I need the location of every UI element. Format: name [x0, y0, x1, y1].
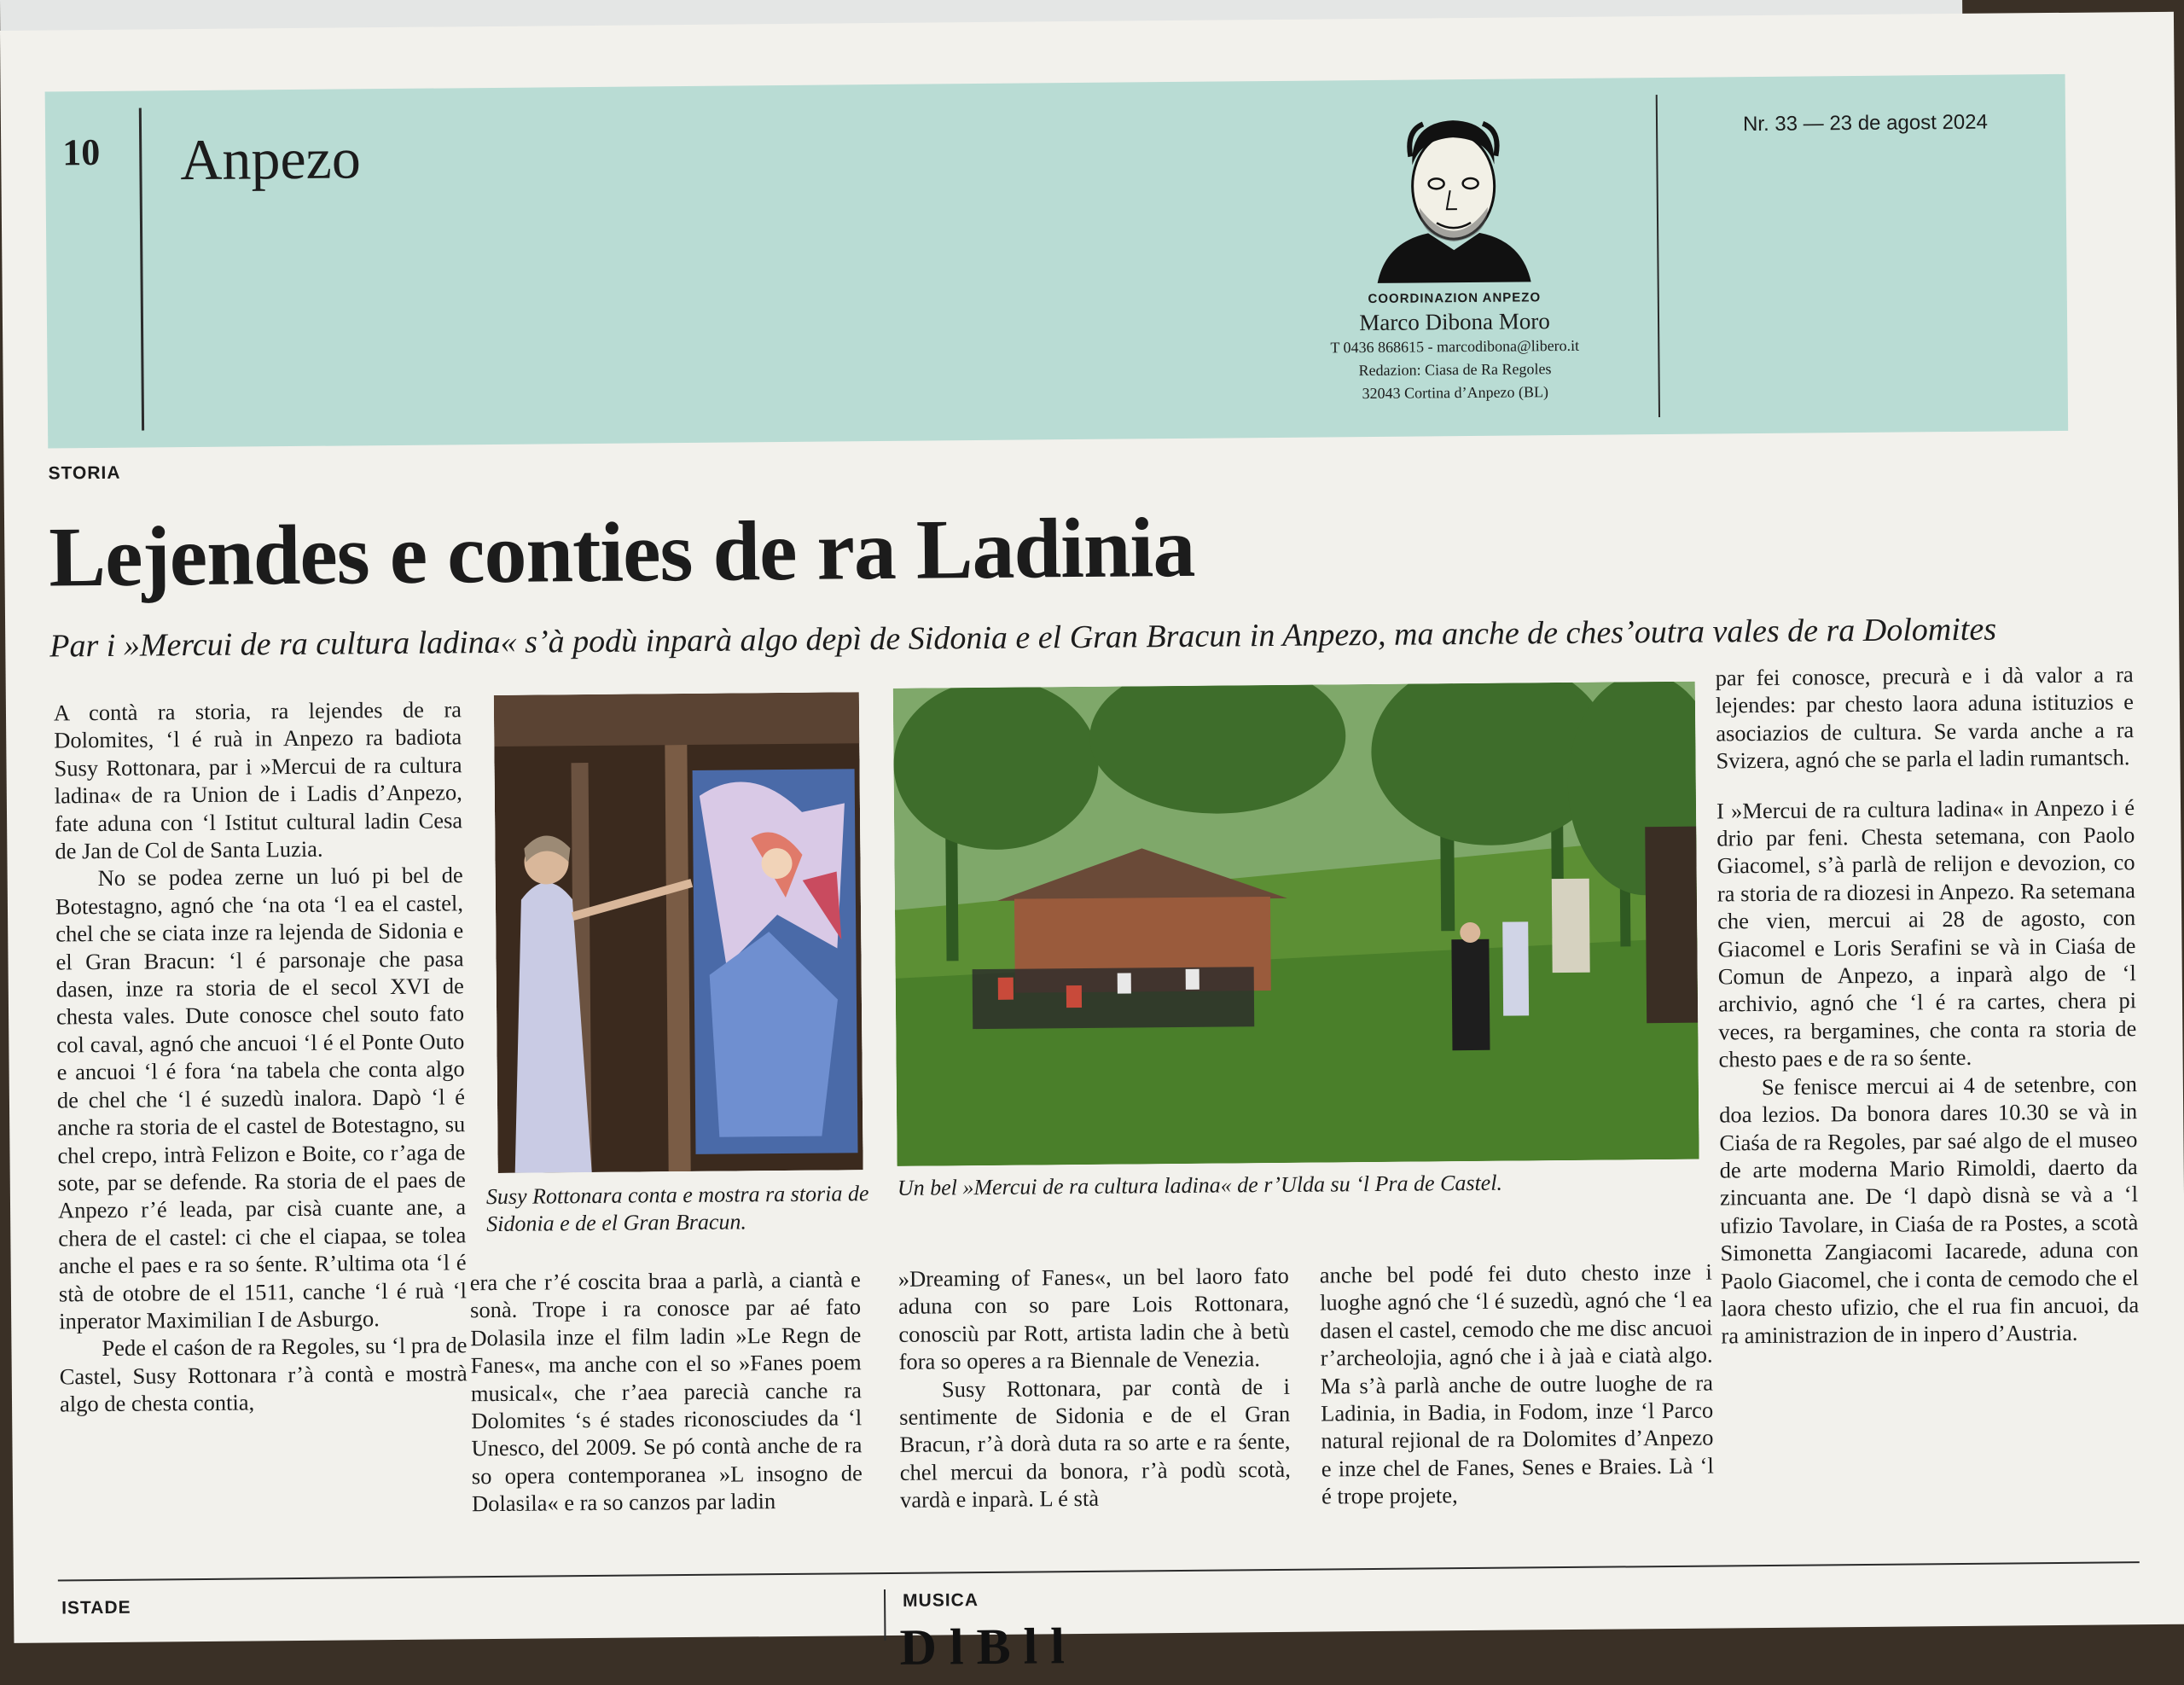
contact-line: 32043 Cortina d’Anpezo (BL) — [1362, 383, 1549, 403]
header-divider — [1656, 95, 1660, 417]
body-paragraph: Pede el caśon de ra Regoles, su ‘l pra de Castel, Susy Rottonara r’à contà e mostrà algo de chesta contia, — [59, 1332, 468, 1417]
article-column-3 — [898, 1262, 1292, 1514]
contact-line: T 0436 868615 - marcodibona@libero.it — [1330, 336, 1580, 357]
footer-divider — [884, 1589, 886, 1641]
photo-storyteller-image — [494, 692, 863, 1173]
body-paragraph: No se podea zerne un luó pi bel de Botestagno, agnó che ‘na ota ‘l ea el castel, chel che se ciata inze ra lejenda de Sidonia e el Gran Bracun: ‘l é parsonaje che pasa dasen, inze ra storia de el secol XVI de chesta vales. Dute conosce chel souto fato col caval, agnó che ancuoi ‘l é el Ponte Outo e ancuoi ‘l é fora ‘na tabela che conta algo de chel che ‘l é suzedù inalora. Dapò ‘l é anche ra storia de el castel de Botestagno, su chel crepo, intrà Felizon e Boite, co r’aga de sote, par se defende. Ra storia de el paes de Anpezo r’é leada, par cisà cuante ane, a chera de el castel: ci che el ciapaa, se tolea anche el paes e ra so śente. R’ultima ota ‘l é stà de otobre de el 1511, canche ‘l é ruà ‘l inperator Maximilian I de Asburgo. — [55, 862, 468, 1334]
issue-date: Nr. 33 — 23 de agost 2024 — [1742, 110, 1989, 137]
photo-meadow-event — [893, 682, 1699, 1166]
body-paragraph: »Dreaming of Fanes«, un bel laoro fato aduna con so pare Lois Rottonara, conosciù par Rott, artista ladin che à betù fora so operes a ra Biennale de Venezia. — [897, 1262, 1290, 1375]
newspaper-page — [0, 12, 2184, 1676]
editor-portrait — [1359, 104, 1548, 285]
kicker-istade: ISTADE — [61, 1597, 131, 1618]
contact-line: Redazion: Ciasa de Ra Regoles — [1358, 360, 1552, 380]
body-paragraph: par fei conosce, precurà e i dà valor a ra lejendes: par chesto laora aduna istituzios e asociazios de cultura. Se varda anche a ra Svizera, agnó che se parla el ladin rumantsch. — [1715, 661, 2135, 774]
page-number: 10 — [62, 131, 101, 174]
contact-block — [1275, 289, 1635, 406]
body-paragraph: Se fenisce mercui ai 4 de setenbre, con doa lezios. Da bonora dares 10.30 se và in Ciaśa de ra Regoles, par saé algo de el museo de arte moderna Mario Rimoldi, daerto da zincuanta ane. De ‘l dapò disnà se và a ‘l ufizio Tavolare, in Ciaśa de ra Postes, a scotà Simonetta Zangiacomi Iacarede, aduna con Paolo Giacomel, che i conta de cemodo che el laora chesto ufizio, che el rua fin ancuoi, da ra aministrazion de in inpero d’Austria. — [1719, 1070, 2140, 1349]
photo-storyteller — [494, 692, 863, 1173]
body-paragraph: I »Mercui de ra cultura ladina« in Anpezo i é drio par feni. Chesta setemana, con Paolo Giacomel, s’à parlà de relijon e devozion, co ra storia de ra diozesi in Anpezo. Ra setemana che vien, mercui ai 28 de agosto, con Giacomel e Loris Serafini se và in Ciaśa de Comun de Anpezo, a inparà algo de ‘l archivio, agnó che ‘l é ra cartes, chera pi veces, ra bergamines, che conta ra storia de chesto paes e de ra so śente. — [1716, 793, 2137, 1072]
article-subhead: Par i »Mercui de ra cultura ladina« s’à podù inparà algo depì de Sidonia e el Gran Bracun in Anpezo, ma anche de ches’outra vales de ra Dolomites — [49, 611, 1997, 665]
editor-name: Marco Dibona Moro — [1359, 308, 1550, 336]
section-title: Anpezo — [179, 125, 362, 193]
footer-rule — [58, 1561, 2140, 1581]
body-paragraph: anche bel podé fei duto chesto inze i luoghe agnó che ‘l é suzedù, agnó che ‘l ea dasen el castel, cemodo che me disc ancuoi r’archeolojia, agnó che i à jaà e ciatà algo. Ma s’à parlà anche de outre luoghe de ra Ladinia, in Badia, in Fodom, inze ‘l Parco natural rejional de ra Dolomites d’Anpezo e inze chel de Fanes, Senes e Braies. Là ‘l é trope projete, — [1319, 1258, 1714, 1509]
article-column-1 — [54, 695, 468, 1418]
photo-caption-left: Susy Rottonara conta e mostra ra storia de Sidonia e de el Gran Bracun. — [485, 1181, 869, 1237]
body-paragraph: Susy Rottonara, par contà de i sentimente de Sidonia e de el Gran Bracun, r’à dorà duta ra so arte e ra śente, chel mercui da bonora, r’à podù scotà, vardà e inparà. L é stà — [899, 1373, 1291, 1514]
article-column-2 — [470, 1265, 863, 1518]
header-divider — [139, 108, 144, 431]
coordination-label: COORDINAZION ANPEZO — [1368, 290, 1542, 307]
teaser-headline-fragment: D l B l l — [899, 1618, 1066, 1676]
kicker-musica: MUSICA — [902, 1590, 979, 1611]
article-column-4 — [1320, 1258, 1715, 1511]
article-column-5 — [1716, 660, 2140, 1350]
article-kicker: STORIA — [48, 462, 121, 484]
header-band — [45, 74, 2069, 449]
body-paragraph: A contà ra storia, ra lejendes de ra Dolomites, ‘l é ruà in Anpezo ra badiota Susy Rottonara, par i »Mercui de ra cultura ladina« de ra Union de i Ladis d’Anpezo, fate aduna con ‘l Istitut cultural ladin Cesa de Jan de Col de Santa Luzia. — [53, 696, 463, 864]
body-paragraph: era che r’é coscita braa a parlà, a ciantà e sonà. Trope i ra conosce par aé fato Dolasila inze el film ladin »Le Regn de Fanes«, ma anche con el so »Fanes poem musical«, che r’aea parecià canche ra Dolomites ‘s é stades riconosciudes da ‘l Unesco, del 2009. Se pó contà anche de ra so opera contemporanea »L insogno de Dolasila« e ra so canzos par ladin — [469, 1266, 863, 1517]
photo-meadow-image — [893, 682, 1699, 1166]
photo-caption-right: Un bel »Mercui de ra cultura ladina« de r’Ulda su ‘l Pra de Castel. — [897, 1170, 1503, 1200]
article-headline: Lejendes e conties de ra Ladinia — [48, 499, 1195, 605]
